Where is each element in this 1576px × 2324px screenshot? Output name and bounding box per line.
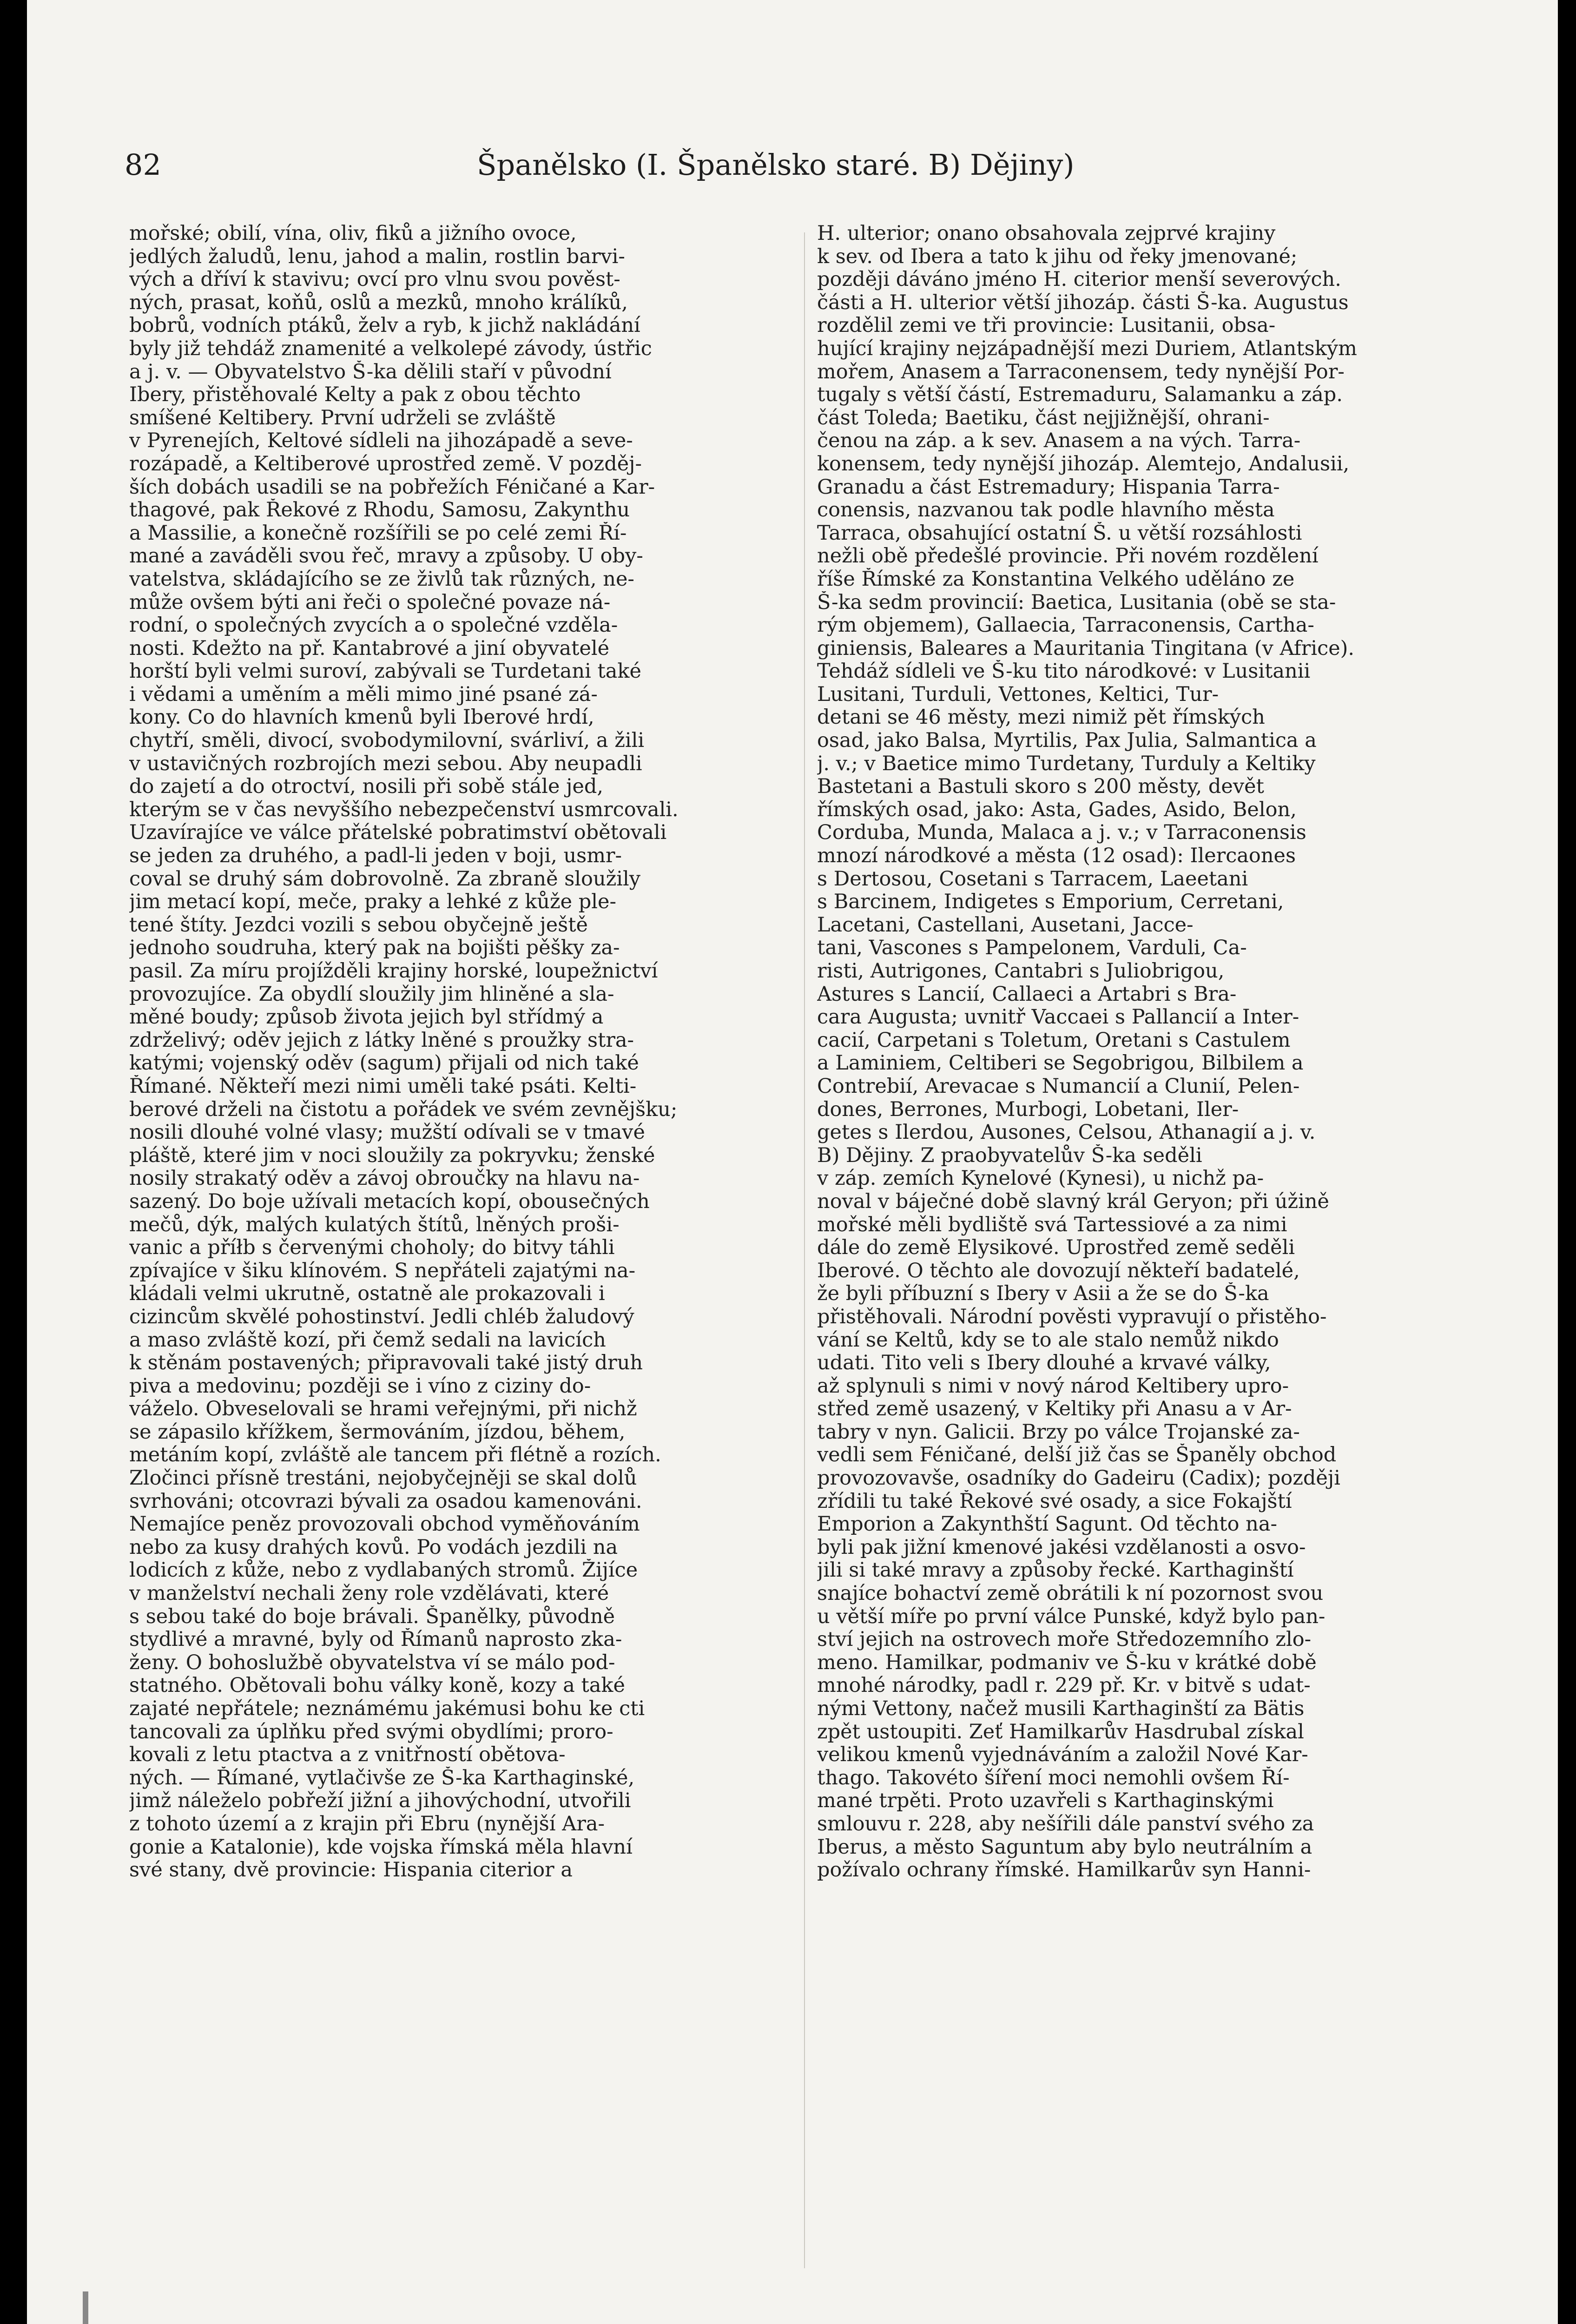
text-line: nosili dlouhé volné vlasy; mužští odívali se v tmavé	[129, 1121, 645, 1144]
scan-mark	[83, 2291, 88, 2324]
text-line: zřídili tu také Řekové své osady, a sice Fokajští	[817, 1490, 1292, 1513]
text-line: v manželství nechali ženy role vzdělávati, které	[129, 1582, 609, 1605]
text-line: čenou na záp. a k sev. Anasem a na vých. Tarra-	[817, 429, 1301, 453]
text-line: Nemajíce peněz provozovali obchod vyměňováním	[129, 1513, 640, 1536]
text-line: getes s Ilerdou, Ausones, Celsou, Athanagií a j. v.	[817, 1121, 1316, 1144]
text-line: osad, jako Balsa, Myrtilis, Pax Julia, Salmantica a	[817, 729, 1317, 753]
text-line: velikou kmenů vyjednáváním a založil Nové Kar-	[817, 1743, 1308, 1767]
text-line: mořem, Anasem a Tarraconensem, tedy nynější Por-	[817, 360, 1345, 383]
text-line: Contrebií, Arevacae s Numancií a Clunií, Pelen-	[817, 1075, 1300, 1098]
text-line: že byli příbuzní s Ibery v Asii a že se do Š-ka	[817, 1282, 1269, 1306]
page-number: 82	[125, 148, 161, 182]
text-line: rozápadě, a Keltiberové uprostřed země. V pozděj-	[129, 452, 642, 475]
text-line: zpět ustoupiti. Zeť Hamilkarův Hasdrubal získal	[817, 1720, 1304, 1743]
text-line: v ustavičných rozbrojích mezi sebou. Aby neupadli	[129, 752, 642, 775]
text-line: snajíce bohactví země obrátili k ní pozornost svou	[817, 1582, 1324, 1605]
text-line: a j. v. — Obyvatelstvo Š-ka dělili staří v původní	[129, 360, 612, 383]
text-line: s sebou také do boje brávali. Španělky, původně	[129, 1605, 615, 1628]
text-line: thagové, pak Řekové z Rhodu, Samosu, Zakynthu	[129, 499, 630, 522]
text-line: mečů, dýk, malých kulatých štítů, lněných proši-	[129, 1213, 620, 1236]
text-line: váželo. Obveselovali se hrami veřejnými, při nichž	[129, 1398, 637, 1421]
text-line: nosily strakatý oděv a závoj obroučky na hlavu na-	[129, 1167, 640, 1190]
text-line: Emporion a Zakynthští Sagunt. Od těchto na-	[817, 1513, 1278, 1536]
text-line: gonie a Katalonie), kde vojska římská měla hlavní	[129, 1835, 633, 1859]
text-line: kony. Co do hlavních kmenů byli Iberové hrdí,	[129, 706, 594, 729]
text-line: j. v.; v Baetice mimo Turdetany, Turduly a Keltiky	[817, 752, 1316, 775]
text-line: statného. Obětovali bohu války koně, kozy a také	[129, 1674, 625, 1697]
text-line: Římané. Někteří mezi nimi uměli také psáti. Kelti-	[129, 1075, 637, 1098]
text-line: udati. Tito veli s Ibery dlouhé a krvavé války,	[817, 1352, 1271, 1375]
text-line: vedli sem Féničané, delší již čas se Španěly obchod	[817, 1444, 1337, 1467]
text-line: Š-ka sedm provincií: Baetica, Lusitania (obě se sta-	[817, 591, 1336, 614]
text-line: mané trpěti. Proto uzavřeli s Karthaginskými	[817, 1789, 1274, 1813]
text-line: jili si také mravy a způsoby řecké. Karthaginští	[817, 1559, 1294, 1582]
text-line: a Massilie, a konečně rozšířili se po celé zemi Ří-	[129, 522, 627, 545]
text-line: tugaly s větší částí, Estremaduru, Salamanku a záp.	[817, 383, 1343, 407]
text-line: noval v báječné době slavný král Geryon; při úžině	[817, 1190, 1329, 1213]
text-line: rodní, o společných zvycích a o společné vzděla-	[129, 614, 618, 637]
text-line: i vědami a uměním a měli mimo jiné psané zá-	[129, 683, 598, 706]
text-line: může ovšem býti ani řeči o společné povaze ná-	[129, 591, 611, 614]
text-line: conensis, nazvanou tak podle hlavního města	[817, 499, 1275, 522]
text-line: nosti. Kdežto na př. Kantabrové a jiní obyvatelé	[129, 637, 610, 660]
text-line: a Laminiem, Celtiberi se Segobrigou, Bilbilem a	[817, 1052, 1304, 1075]
text-line: Zločinci přísně trestáni, nejobyčejněji se skal dolů	[129, 1467, 637, 1490]
text-line: bobrů, vodních ptáků, želv a ryb, k jichž nakládání	[129, 314, 640, 337]
text-line: Ibery, přistěhovalé Kelty a pak z obou těchto	[129, 383, 581, 407]
text-line: smlouvu r. 228, aby nešířili dále panství svého za	[817, 1812, 1314, 1835]
text-line: vanic a příłb s červenými choholy; do bitvy táhli	[129, 1236, 615, 1260]
text-line: Uzavírajíce ve válce přátelské pobratimství obětovali	[129, 821, 667, 845]
text-line: zdrželivý; oděv jejich z látky lněné s proužky stra-	[129, 1029, 634, 1052]
text-line: u větší míře po první válce Punské, když bylo pan-	[817, 1605, 1325, 1628]
text-line: sazený. Do boje užívali metacích kopí, obousečných	[129, 1190, 650, 1213]
text-line: do zajetí a do otroctví, nosili při sobě stále jed,	[129, 775, 604, 799]
text-line: stydlivé a mravné, byly od Římanů naprosto zka-	[129, 1628, 622, 1651]
text-line: H. ulterior; onano obsahovala zejprvé krajiny	[817, 222, 1276, 245]
text-line: kládali velmi ukrutně, ostatně ale prokazovali i	[129, 1282, 605, 1306]
text-line: a maso zvláště kozí, při čemž sedali na lavicích	[129, 1328, 606, 1352]
text-line: Astures s Lancií, Callaeci a Artabri s Bra-	[817, 983, 1237, 1006]
right-text-column	[817, 222, 1491, 1882]
text-line: tené štíty. Jezdci vozili s sebou obyčejně ještě	[129, 913, 588, 937]
text-line: cara Augusta; uvnitř Vaccaei s Pallancií a Inter-	[817, 1006, 1299, 1029]
text-line: dále do země Elysikové. Uprostřed země seděli	[817, 1236, 1295, 1260]
text-line: kovali z letu ptactva a z vnitřností obětova-	[129, 1743, 566, 1767]
text-line: až splynuli s nimi v nový národ Keltibery upro-	[817, 1374, 1289, 1398]
text-line: k sev. od Ibera a tato k jihu od řeky jmenované;	[817, 245, 1298, 268]
text-line: zpívajíce v šiku klínovém. S nepřáteli zajatými na-	[129, 1259, 636, 1282]
text-line: horští byli velmi suroví, zabývali se Turdetani také	[129, 660, 641, 683]
text-line: vání se Keltů, kdy se to ale stalo nemůž nikdo	[817, 1328, 1279, 1352]
text-line: lodicích z kůže, nebo z vydlabaných stromů. Žijíce	[129, 1559, 638, 1582]
document-page	[27, 0, 1558, 2324]
text-line: berové drželi na čistotu a pořádek ve svém zevnějšku;	[129, 1098, 678, 1121]
text-line: zajaté nepřátele; neznámému jakémusi bohu ke cti	[129, 1697, 645, 1720]
text-line: B) Dějiny. Z praobyvatelův Š-ka seděli	[817, 1144, 1202, 1167]
text-line: Lacetani, Castellani, Ausetani, Jacce-	[817, 913, 1194, 937]
text-line: ších dobách usadili se na pobřežích Féničané a Kar-	[129, 475, 655, 499]
running-head: Španělsko (I. Španělsko staré. B) Dějiny)	[477, 148, 1075, 182]
text-line: v Pyrenejích, Keltové sídleli na jihozápadě a seve-	[129, 429, 633, 453]
text-line: smíšené Keltibery. První udrželi se zvláště	[129, 406, 556, 429]
text-line: nebo za kusy drahých kovů. Po vodách jezdili na	[129, 1536, 618, 1559]
text-line: část Toleda; Baetiku, část nejjižnější, ohrani-	[817, 406, 1270, 429]
text-line: s Barcinem, Indigetes s Emporium, Cerretani,	[817, 891, 1284, 914]
text-line: později dáváno jméno H. citerior menší severových.	[817, 268, 1341, 291]
text-line: pláště, které jim v noci sloužily za pokryvku; ženské	[129, 1144, 655, 1167]
text-line: vých a dříví k stavivu; ovcí pro vlnu svou pověst-	[129, 268, 620, 291]
text-line: mořské; obilí, vína, oliv, fiků a jižního ovoce,	[129, 222, 577, 245]
page-header	[27, 148, 1558, 199]
text-line: s Dertosou, Cosetani s Tarracem, Laeetani	[817, 867, 1248, 891]
text-line: nežli obě předešlé provincie. Při novém rozdělení	[817, 545, 1319, 568]
text-line: tani, Vascones s Pampelonem, Varduli, Ca-	[817, 937, 1247, 960]
text-line: tancovali za úplňku před svými obydlími; proro-	[129, 1720, 613, 1743]
text-line: mořské měli bydliště svá Tartessiové a za nimi	[817, 1213, 1287, 1236]
text-line: Granadu a část Estremadury; Hispania Tarra-	[817, 475, 1280, 499]
text-line: v záp. zemích Kynelové (Kynesi), u nichž pa-	[817, 1167, 1264, 1190]
text-line: provozovavše, osadníky do Gadeiru (Cadix); později	[817, 1467, 1340, 1490]
text-line: ství jejich na ostrovech moře Středozemního zlo-	[817, 1628, 1312, 1651]
text-line: střed země usazený, v Keltiky při Anasu a v Ar-	[817, 1398, 1292, 1421]
text-line: ných. — Římané, vytlačivše ze Š-ka Karthaginské,	[129, 1766, 635, 1789]
text-line: mnohé národky, padl r. 229 př. Kr. v bitvě s udat-	[817, 1674, 1311, 1697]
text-line: chytří, směli, divocí, svobodymilovní, svárliví, a žili	[129, 729, 645, 753]
text-line: vatelstva, skládajícího se ze živlů tak různých, ne-	[129, 568, 634, 591]
text-line: své stany, dvě provincie: Hispania citerior a	[129, 1859, 573, 1882]
text-line: požívalo ochrany římské. Hamilkarův syn Hanni-	[817, 1859, 1311, 1882]
text-line: svrhováni; otcovrazi bývali za osadou kamenováni.	[129, 1490, 642, 1513]
text-line: rozdělil zemi ve tři provincie: Lusitanii, obsa-	[817, 314, 1276, 337]
text-line: Corduba, Munda, Malaca a j. v.; v Tarraconensis	[817, 821, 1306, 845]
text-line: z tohoto území a z krajin při Ebru (nynější Ara-	[129, 1812, 605, 1835]
text-line: jednoho soudruha, který pak na bojišti pěšky za-	[129, 937, 620, 960]
text-line: jedlých žaludů, lenu, jahod a malin, rostlin barvi-	[129, 245, 625, 268]
text-line: meno. Hamilkar, podmaniv ve Š-ku v krátké době	[817, 1651, 1317, 1674]
text-line: cacií, Carpetani s Toletum, Oretani s Castulem	[817, 1029, 1291, 1052]
text-line: dones, Berrones, Murbogi, Lobetani, Iler-	[817, 1098, 1239, 1121]
text-line: k stěnám postavených; připravovali také jistý druh	[129, 1352, 643, 1375]
text-line: přistěhovali. Národní pověsti vypravují o přistěho-	[817, 1305, 1327, 1328]
text-line: Tarraca, obsahující ostatní Š. u větší rozsáhlosti	[817, 522, 1302, 545]
text-line: giniensis, Baleares a Mauritania Tingitana (v Africe).	[817, 637, 1355, 660]
text-line: Iberus, a město Saguntum aby bylo neutrálním a	[817, 1835, 1312, 1859]
text-line: metáním kopí, zvláště ale tancem při flétně a rozích.	[129, 1444, 661, 1467]
text-line: detani se 46 městy, mezi nimiž pět římských	[817, 706, 1265, 729]
text-line: ných, prasat, koňů, oslů a mezků, mnoho králíků,	[129, 291, 628, 314]
text-line: římských osad, jako: Asta, Gades, Asido, Belon,	[817, 798, 1297, 821]
text-line: coval se druhý sám dobrovolně. Za zbraně sloužily	[129, 867, 641, 891]
text-line: mnozí národkové a města (12 osad): Ilercaones	[817, 845, 1296, 868]
text-line: Tehdáž sídleli ve Š-ku tito národkové: v Lusitanii	[817, 660, 1311, 683]
text-line: hující krajiny nejzápadnější mezi Duriem, Atlantským	[817, 337, 1357, 360]
text-line: nými Vettony, načež musili Karthaginští za Bätis	[817, 1697, 1305, 1720]
text-line: piva a medovinu; později se i víno z ciziny do-	[129, 1374, 591, 1398]
text-line: se jeden za druhého, a padl-li jeden v boji, usmr-	[129, 845, 622, 868]
text-line: měné boudy; způsob života jejich byl střídmý a	[129, 1006, 604, 1029]
text-line: pasil. Za míru projížděli krajiny horské, loupežnictví	[129, 960, 658, 983]
left-text-column	[129, 222, 803, 1882]
text-line: říše Římské za Konstantina Velkého uděláno ze	[817, 568, 1295, 591]
text-line: konensem, tedy nynější jihozáp. Alemtejo, Andalusii,	[817, 452, 1350, 475]
text-line: se zápasilo křížkem, šermováním, jízdou, během,	[129, 1420, 626, 1444]
text-line: cizincům skvělé pohostinství. Jedli chléb žaludový	[129, 1305, 634, 1328]
text-line: rým objemem), Gallaecia, Tarraconensis, Cartha-	[817, 614, 1314, 637]
text-line: risti, Autrigones, Cantabri s Juliobrigou,	[817, 960, 1225, 983]
text-line: byli pak jižní kmenové jakési vzdělanosti a osvo-	[817, 1536, 1306, 1559]
text-line: tabry v nyn. Galicii. Brzy po válce Trojanské za-	[817, 1420, 1300, 1444]
text-line: jim metací kopí, meče, praky a lehké z kůže ple-	[129, 891, 617, 914]
text-line: Iberové. O těchto ale dovozují někteří badatelé,	[817, 1259, 1300, 1282]
text-line: kterým se v čas nevyššího nebezpečenství usmrcovali.	[129, 798, 679, 821]
text-line: byly již tehdáž znamenité a velkolepé závody, ústřic	[129, 337, 652, 360]
text-line: jimž náleželo pobřeží jižní a jihovýchodní, utvořili	[129, 1789, 631, 1813]
text-line: provozujíce. Za obydlí sloužily jim hliněné a sla-	[129, 983, 614, 1006]
text-line: mané a zaváděli svou řeč, mravy a způsoby. U oby-	[129, 545, 643, 568]
text-line: ženy. O bohoslužbě obyvatelstva ví se málo pod-	[129, 1651, 615, 1674]
text-line: Lusitani, Turduli, Vettones, Keltici, Tur-	[817, 683, 1219, 706]
text-line: části a H. ulterior větší jihozáp. části Š-ka. Augustus	[817, 291, 1349, 314]
column-divider	[804, 232, 805, 2268]
text-line: thago. Takovéto šíření moci nemohli ovšem Ří-	[817, 1766, 1290, 1789]
text-line: Bastetani a Bastuli skoro s 200 městy, devět	[817, 775, 1264, 799]
text-line: katými; vojenský oděv (sagum) přijali od nich také	[129, 1052, 639, 1075]
